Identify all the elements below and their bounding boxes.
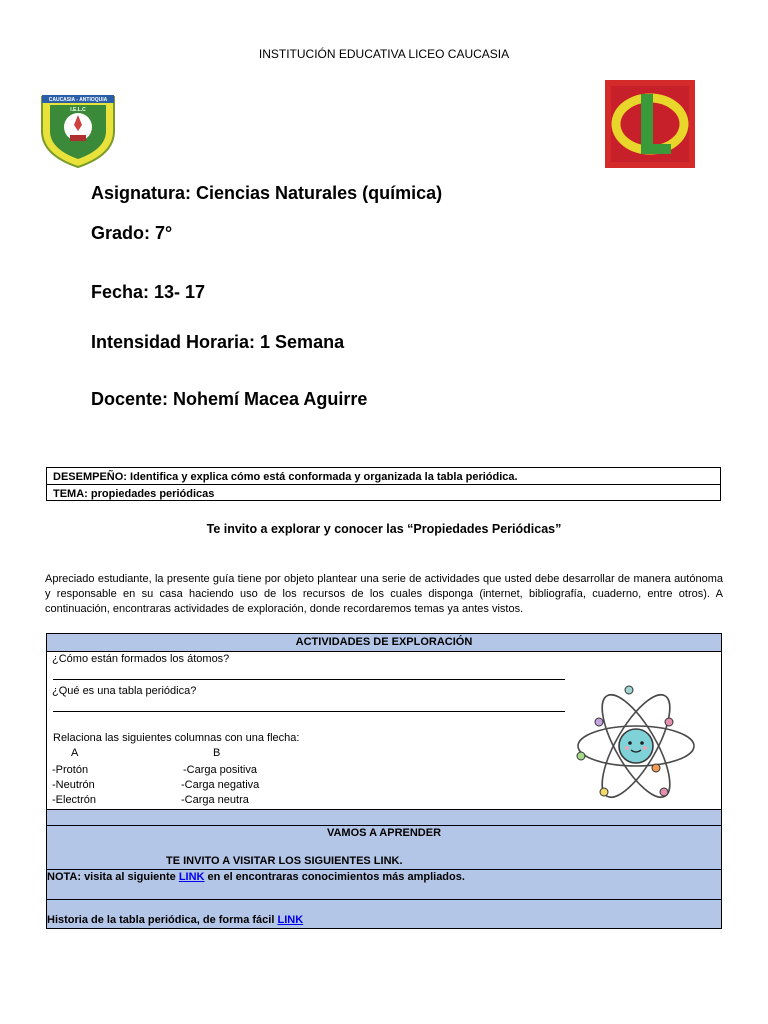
logo-left-initials: I.E.L.C xyxy=(70,107,86,113)
visit-links-text: TE INVITO A VISITAR LOS SIGUIENTES LINK. xyxy=(166,855,403,867)
institution-title: INSTITUCIÓN EDUCATIVA LICEO CAUCASIA xyxy=(258,47,510,61)
right-item-neutral: -Carga neutra xyxy=(181,794,249,806)
left-item-proton: -Protón xyxy=(52,764,89,776)
lc-logo xyxy=(605,80,695,168)
history-band xyxy=(47,900,721,928)
note-link[interactable]: LINK xyxy=(178,871,205,883)
learn-header: VAMOS A APRENDER xyxy=(326,827,442,839)
answer-line[interactable] xyxy=(53,711,565,712)
tema-row: TEMA: propiedades periódicas xyxy=(47,484,720,500)
date-label: Fecha: 13- 17 xyxy=(91,282,206,302)
question-periodic-table: ¿Qué es una tabla periódica? xyxy=(52,685,197,697)
subject-label: Asignatura: Ciencias Naturales (química) xyxy=(91,183,443,203)
column-a-label: A xyxy=(71,747,79,759)
note-text xyxy=(47,871,465,883)
school-shield-logo xyxy=(36,91,120,169)
left-item-electron: -Electrón xyxy=(52,794,97,806)
hours-label: Intensidad Horaria: 1 Semana xyxy=(91,332,345,352)
note-prefix: NOTA: visita al siguiente xyxy=(47,871,179,883)
grade-label: Grado: 7° xyxy=(91,223,173,243)
learn-band xyxy=(47,826,721,869)
history-link[interactable]: LINK xyxy=(277,914,304,926)
intro-paragraph: Apreciado estudiante, la presente guía tiene por objeto plantear una serie de actividades que usted debe desarrollar de manera autónoma y responsable en su casa haciendo uso de los recursos de los cuales disponga (internet, bibliografía, cuaderno, entre otros). A continuación, encontraras actividades de exploración, donde recordaremos temas ya antes vistos. xyxy=(45,573,723,615)
history-text xyxy=(47,914,303,926)
logo-left-top-text: CAUCASIA - ANTIOQUIA xyxy=(48,97,108,103)
activities-header-band xyxy=(47,634,721,651)
invite-heading: Te invito a explorar y conocer las “Propiedades Periódicas” xyxy=(206,522,562,536)
note-band xyxy=(47,870,721,899)
note-suffix: en el encontraras conocimientos más ampliados. xyxy=(204,871,465,883)
teacher-label: Docente: Nohemí Macea Aguirre xyxy=(91,389,368,409)
performance-box xyxy=(46,467,721,501)
empty-band-row xyxy=(47,810,721,825)
question-atoms: ¿Cómo están formados los átomos? xyxy=(52,653,230,665)
right-item-negative: -Carga negativa xyxy=(181,779,260,791)
atom-illustration xyxy=(573,684,699,808)
answer-line[interactable] xyxy=(53,679,565,680)
left-item-neutron: -Neutrón xyxy=(52,779,95,791)
activities-table xyxy=(46,633,722,929)
relate-instruction: Relaciona las siguientes columnas con una flecha: xyxy=(53,732,300,744)
activities-header: ACTIVIDADES DE EXPLORACIÓN xyxy=(295,636,473,648)
right-item-positive: -Carga positiva xyxy=(183,764,257,776)
column-b-label: B xyxy=(213,747,221,759)
history-prefix: Historia de la tabla periódica, de forma fácil xyxy=(47,914,278,926)
desempeno-row: DESEMPEÑO: Identifica y explica cómo está conformada y organizada la tabla periódica. xyxy=(53,471,518,483)
